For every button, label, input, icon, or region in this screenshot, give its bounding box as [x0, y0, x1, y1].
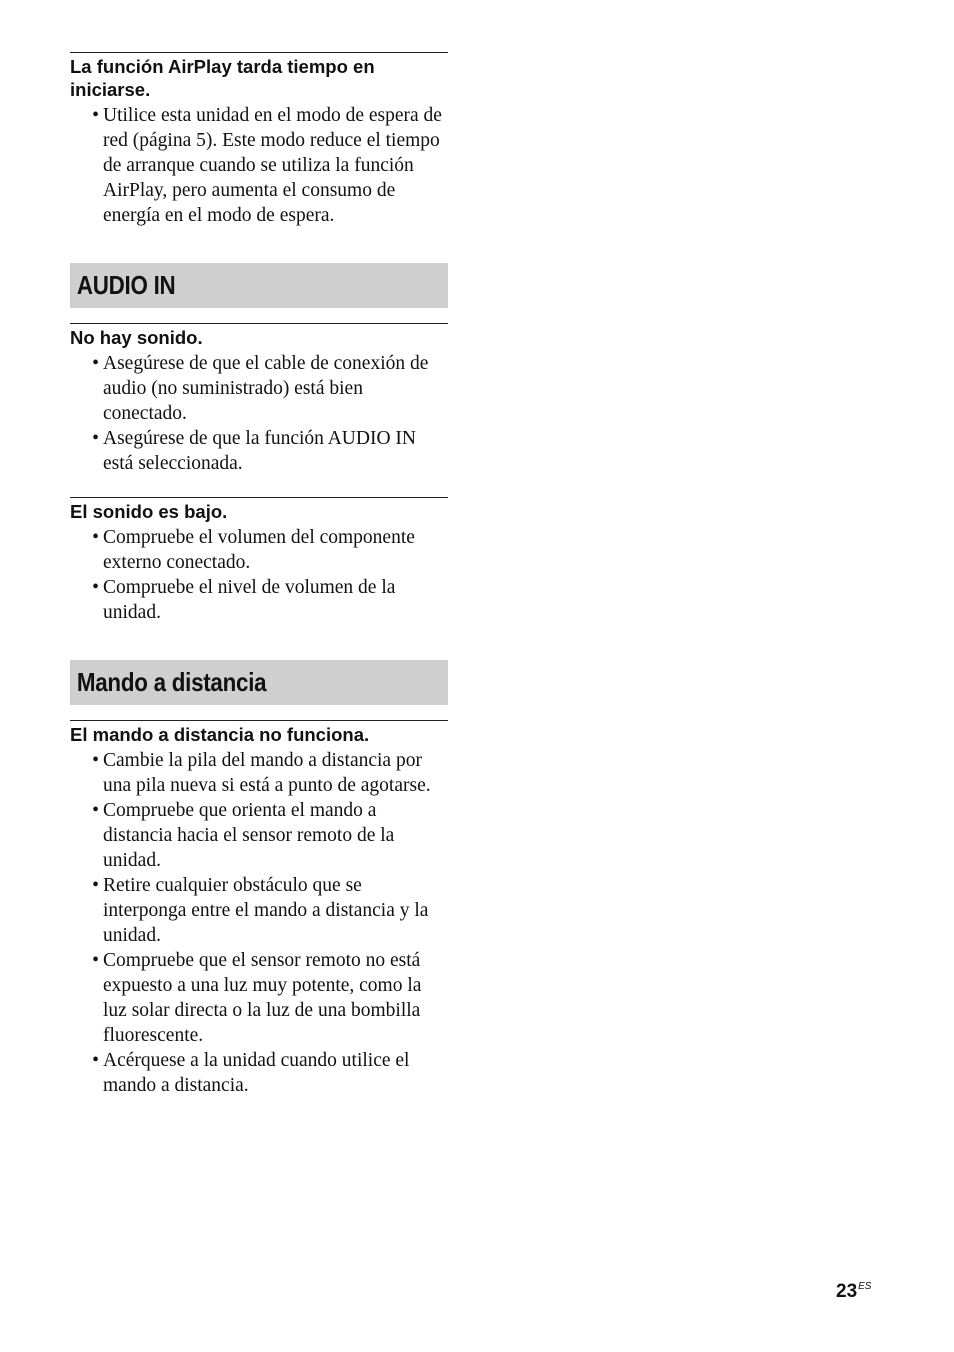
bullet-icon: •: [92, 750, 99, 771]
bullet-icon: •: [92, 1050, 99, 1071]
page-number: $23^{ES}$: [836, 1281, 872, 1302]
list-item: • Retire cualquier obstáculo que se interponga entre el mando a distancia y la unidad.: [92, 875, 429, 946]
bullet-icon: •: [92, 875, 99, 896]
list-item: • Compruebe que orienta el mando a distancia hacia el sensor remoto de la unidad.: [92, 800, 395, 871]
language-code: ES: [858, 1281, 872, 1292]
solution-list: [70, 748, 448, 1098]
solution-list: [70, 525, 448, 625]
bullet-icon: •: [92, 950, 99, 971]
list-item: • Compruebe que el sensor remoto no está expuesto a una luz muy potente, como la luz solar directa o la luz de una bombilla fluorescente.: [92, 950, 422, 1046]
section-title: AUDIO IN: [76, 270, 176, 300]
trouble-block-no-sound: [70, 323, 448, 476]
problem-heading: La función AirPlay tarda tiempo en iniciarse.: [70, 56, 375, 100]
problem-heading: El sonido es bajo.: [70, 501, 228, 522]
bullet-icon: •: [92, 428, 99, 449]
bullet-icon: •: [92, 577, 99, 598]
problem-heading: El mando a distancia no funciona.: [70, 724, 370, 745]
section-header-remote: [70, 660, 448, 705]
problem-heading: No hay sonido.: [70, 327, 203, 348]
list-item: • Acérquese a la unidad cuando utilice el mando a distancia.: [92, 1050, 410, 1096]
trouble-block-low-sound: [70, 497, 448, 625]
bullet-icon: •: [92, 527, 99, 548]
list-item: • Asegúrese de que la función AUDIO IN está seleccionada.: [92, 428, 416, 474]
list-item: • Asegúrese de que el cable de conexión de audio (no suministrado) está bien conectado.: [92, 353, 429, 424]
list-item: • Utilice esta unidad en el modo de espera de red (página 5). Este modo reduce el tiempo de arranque cuando se utiliza la función AirPlay, pero aumenta el consumo de energía en el modo de espera.: [92, 105, 442, 226]
trouble-block-airplay: [70, 52, 448, 228]
bullet-icon: •: [92, 105, 99, 126]
list-item: • Cambie la pila del mando a distancia por una pila nueva si está a punto de agotarse.: [92, 750, 431, 796]
bullet-icon: •: [92, 353, 99, 374]
list-item: • Compruebe el volumen del componente externo conectado.: [92, 527, 415, 573]
trouble-block-remote: [70, 720, 448, 1098]
solution-list: [70, 351, 448, 476]
solution-list: [70, 103, 448, 228]
section-header-audio-in: [70, 263, 448, 308]
section-title: Mando a distancia: [76, 667, 267, 697]
bullet-icon: •: [92, 800, 99, 821]
list-item: • Compruebe el nivel de volumen de la unidad.: [92, 577, 396, 623]
